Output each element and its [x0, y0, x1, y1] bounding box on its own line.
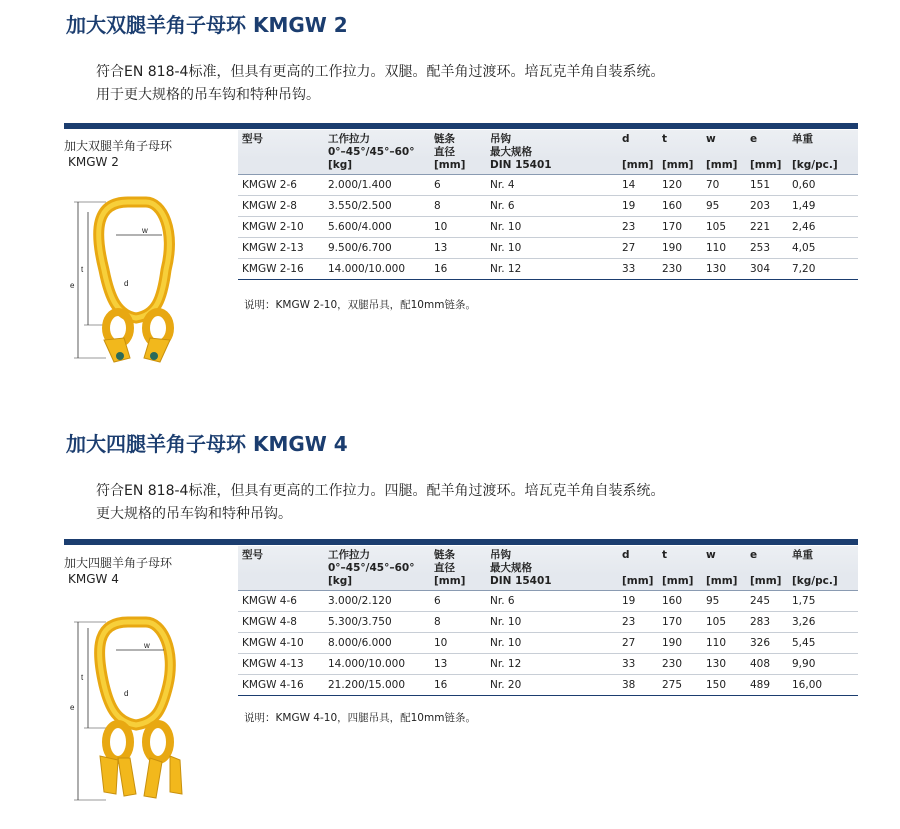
cell-wll: 5.300/3.750: [324, 612, 430, 633]
dim-d-label: d: [124, 689, 129, 698]
header-hook-line: 吊钩: [490, 133, 511, 145]
header-wll: [324, 546, 430, 575]
table-top-bar: [64, 123, 858, 129]
header-chain-line: 直径: [434, 146, 455, 158]
cell-wll: 9.500/6.700: [324, 238, 430, 259]
cell-weight: 3,26: [788, 612, 858, 633]
header-d-unit: [mm]: [618, 575, 658, 591]
header-t: t: [658, 546, 702, 575]
cell-w: 105: [702, 612, 746, 633]
cell-hook: Nr. 4: [486, 175, 618, 196]
table-row: [238, 238, 858, 259]
header-d-unit: [mm]: [618, 159, 658, 175]
table-row: [238, 217, 858, 238]
cell-d: 33: [618, 259, 658, 280]
cell-model: KMGW 4-8: [238, 612, 324, 633]
cell-t: 160: [658, 196, 702, 217]
table-row: [238, 259, 858, 280]
cell-t: 230: [658, 259, 702, 280]
cell-w: 95: [702, 591, 746, 612]
header-model-unit: [238, 575, 324, 591]
header-wll-line: 0°–45°/45°–60°: [328, 146, 415, 158]
header-hook-std: DIN 15401: [486, 575, 618, 591]
header-chain-line: 链条: [434, 133, 455, 145]
cell-chain: 8: [430, 196, 486, 217]
cell-d: 27: [618, 633, 658, 654]
cell-model: KMGW 4-10: [238, 633, 324, 654]
header-hook: [486, 546, 618, 575]
cell-wll: 14.000/10.000: [324, 259, 430, 280]
cell-model: KMGW 2-16: [238, 259, 324, 280]
table-row: [238, 654, 858, 675]
product-name: [64, 138, 224, 170]
spec-table-body: [238, 591, 858, 696]
cell-w: 150: [702, 675, 746, 696]
header-hook-line: 最大规格: [490, 146, 532, 158]
header-d: d: [618, 130, 658, 159]
header-chain-line: 直径: [434, 562, 455, 574]
table-top-bar: [64, 539, 858, 545]
dim-w-label: w: [142, 226, 148, 235]
cell-e: 253: [746, 238, 788, 259]
cell-model: KMGW 2-8: [238, 196, 324, 217]
header-t: t: [658, 130, 702, 159]
header-wll-unit: [kg]: [324, 575, 430, 591]
header-chain-unit: [mm]: [430, 159, 486, 175]
cell-hook: Nr. 10: [486, 238, 618, 259]
header-chain: [430, 546, 486, 575]
cell-t: 275: [658, 675, 702, 696]
cell-d: 27: [618, 238, 658, 259]
cell-t: 190: [658, 238, 702, 259]
cell-e: 283: [746, 612, 788, 633]
cell-chain: 13: [430, 238, 486, 259]
table-row: [238, 612, 858, 633]
header-hook: [486, 130, 618, 159]
cell-t: 160: [658, 591, 702, 612]
header-chain-line: 链条: [434, 549, 455, 561]
spec-table: [238, 546, 858, 696]
cell-e: 151: [746, 175, 788, 196]
cell-model: KMGW 2-10: [238, 217, 324, 238]
header-chain: [430, 130, 486, 159]
cell-t: 120: [658, 175, 702, 196]
cell-chain: 16: [430, 675, 486, 696]
cell-e: 203: [746, 196, 788, 217]
cell-hook: Nr. 6: [486, 591, 618, 612]
cell-d: 23: [618, 612, 658, 633]
cell-d: 33: [618, 654, 658, 675]
spec-table-body: [238, 175, 858, 280]
header-wll-line: 工作拉力: [328, 133, 370, 145]
table-note: 说明：KMGW 2-10，双腿吊具，配10mm链条。: [244, 299, 476, 311]
header-t-unit: [mm]: [658, 575, 702, 591]
header-hook-line: 吊钩: [490, 549, 511, 561]
table-row: [238, 633, 858, 654]
cell-weight: 7,20: [788, 259, 858, 280]
cell-t: 170: [658, 612, 702, 633]
cell-hook: Nr. 6: [486, 196, 618, 217]
cell-model: KMGW 2-6: [238, 175, 324, 196]
product-code: KMGW 4: [68, 572, 119, 586]
cell-e: 245: [746, 591, 788, 612]
cell-hook: Nr. 10: [486, 217, 618, 238]
cell-weight: 1,75: [788, 591, 858, 612]
cell-d: 38: [618, 675, 658, 696]
cell-weight: 2,46: [788, 217, 858, 238]
cell-w: 130: [702, 654, 746, 675]
product-name: [64, 555, 224, 587]
header-w-unit: [mm]: [702, 159, 746, 175]
cell-wll: 5.600/4.000: [324, 217, 430, 238]
cell-weight: 16,00: [788, 675, 858, 696]
header-weight: 单重: [788, 130, 858, 159]
header-w: w: [702, 546, 746, 575]
header-model-unit: [238, 159, 324, 175]
header-hook-std: DIN 15401: [486, 159, 618, 175]
table-row: [238, 675, 858, 696]
product-code: KMGW 2: [68, 155, 119, 169]
header-e: e: [746, 546, 788, 575]
header-d: d: [618, 546, 658, 575]
dim-t-label: t: [81, 673, 84, 682]
cell-hook: Nr. 12: [486, 654, 618, 675]
cell-wll: 14.000/10.000: [324, 654, 430, 675]
cell-weight: 0,60: [788, 175, 858, 196]
description-line: 符合EN 818-4标准，但具有更高的工作拉力。双腿。配羊角过渡环。培瓦克羊角自装系统。: [96, 64, 665, 80]
cell-e: 326: [746, 633, 788, 654]
header-wll: [324, 130, 430, 159]
master-link-illustration: [66, 610, 216, 815]
product-name-cn: 加大双腿羊角子母环: [64, 139, 173, 153]
table-row: [238, 591, 858, 612]
cell-d: 23: [618, 217, 658, 238]
cell-weight: 9,90: [788, 654, 858, 675]
cell-wll: 2.000/1.400: [324, 175, 430, 196]
dim-t-label: t: [81, 265, 84, 274]
master-link-illustration: [66, 190, 216, 370]
cell-weight: 5,45: [788, 633, 858, 654]
cell-e: 221: [746, 217, 788, 238]
header-wll-unit: [kg]: [324, 159, 430, 175]
cell-d: 14: [618, 175, 658, 196]
header-t-unit: [mm]: [658, 159, 702, 175]
cell-weight: 1,49: [788, 196, 858, 217]
header-w-unit: [mm]: [702, 575, 746, 591]
cell-model: KMGW 4-6: [238, 591, 324, 612]
header-e-unit: [mm]: [746, 159, 788, 175]
cell-d: 19: [618, 196, 658, 217]
cell-hook: Nr. 20: [486, 675, 618, 696]
spec-table: [238, 130, 858, 280]
cell-hook: Nr. 12: [486, 259, 618, 280]
header-weight-unit: [kg/pc.]: [788, 159, 858, 175]
cell-t: 190: [658, 633, 702, 654]
cell-w: 105: [702, 217, 746, 238]
cell-wll: 3.000/2.120: [324, 591, 430, 612]
cell-hook: Nr. 10: [486, 633, 618, 654]
description-line: 用于更大规格的吊车钩和特种吊钩。: [96, 87, 320, 103]
dim-w-label: w: [144, 641, 150, 650]
product-name-cn: 加大四腿羊角子母环: [64, 556, 173, 570]
header-model: 型号: [238, 130, 324, 159]
header-chain-unit: [mm]: [430, 575, 486, 591]
cell-d: 19: [618, 591, 658, 612]
cell-chain: 8: [430, 612, 486, 633]
cell-w: 95: [702, 196, 746, 217]
table-row: [238, 175, 858, 196]
cell-model: KMGW 4-16: [238, 675, 324, 696]
section-title: 加大四腿羊角子母环 KMGW 4: [66, 432, 348, 456]
header-weight: 单重: [788, 546, 858, 575]
cell-chain: 13: [430, 654, 486, 675]
cell-chain: 10: [430, 633, 486, 654]
cell-chain: 10: [430, 217, 486, 238]
cell-wll: 21.200/15.000: [324, 675, 430, 696]
cell-wll: 8.000/6.000: [324, 633, 430, 654]
dim-e-label: e: [70, 703, 75, 712]
description-line: 符合EN 818-4标准，但具有更高的工作拉力。四腿。配羊角过渡环。培瓦克羊角自装系统。: [96, 483, 665, 499]
section-title: 加大双腿羊角子母环 KMGW 2: [66, 13, 348, 37]
header-wll-line: 工作拉力: [328, 549, 370, 561]
cell-e: 408: [746, 654, 788, 675]
cell-w: 110: [702, 633, 746, 654]
header-model: 型号: [238, 546, 324, 575]
header-hook-line: 最大规格: [490, 562, 532, 574]
cell-e: 489: [746, 675, 788, 696]
cell-w: 130: [702, 259, 746, 280]
cell-t: 170: [658, 217, 702, 238]
cell-chain: 6: [430, 175, 486, 196]
header-w: w: [702, 130, 746, 159]
cell-weight: 4,05: [788, 238, 858, 259]
section-description: [96, 61, 664, 107]
cell-w: 110: [702, 238, 746, 259]
header-e: e: [746, 130, 788, 159]
dim-e-label: e: [70, 281, 75, 290]
header-e-unit: [mm]: [746, 575, 788, 591]
description-line: 更大规格的吊车钩和特种吊钩。: [96, 506, 292, 522]
header-weight-unit: [kg/pc.]: [788, 575, 858, 591]
header-wll-line: 0°–45°/45°–60°: [328, 562, 415, 574]
table-note: 说明：KMGW 4-10，四腿吊具，配10mm链条。: [244, 712, 476, 724]
cell-chain: 16: [430, 259, 486, 280]
dim-d-label: d: [124, 279, 129, 288]
cell-model: KMGW 4-13: [238, 654, 324, 675]
cell-model: KMGW 2-13: [238, 238, 324, 259]
cell-wll: 3.550/2.500: [324, 196, 430, 217]
table-row: [238, 196, 858, 217]
section-description: [96, 480, 664, 526]
cell-e: 304: [746, 259, 788, 280]
cell-w: 70: [702, 175, 746, 196]
cell-hook: Nr. 10: [486, 612, 618, 633]
cell-chain: 6: [430, 591, 486, 612]
cell-t: 230: [658, 654, 702, 675]
